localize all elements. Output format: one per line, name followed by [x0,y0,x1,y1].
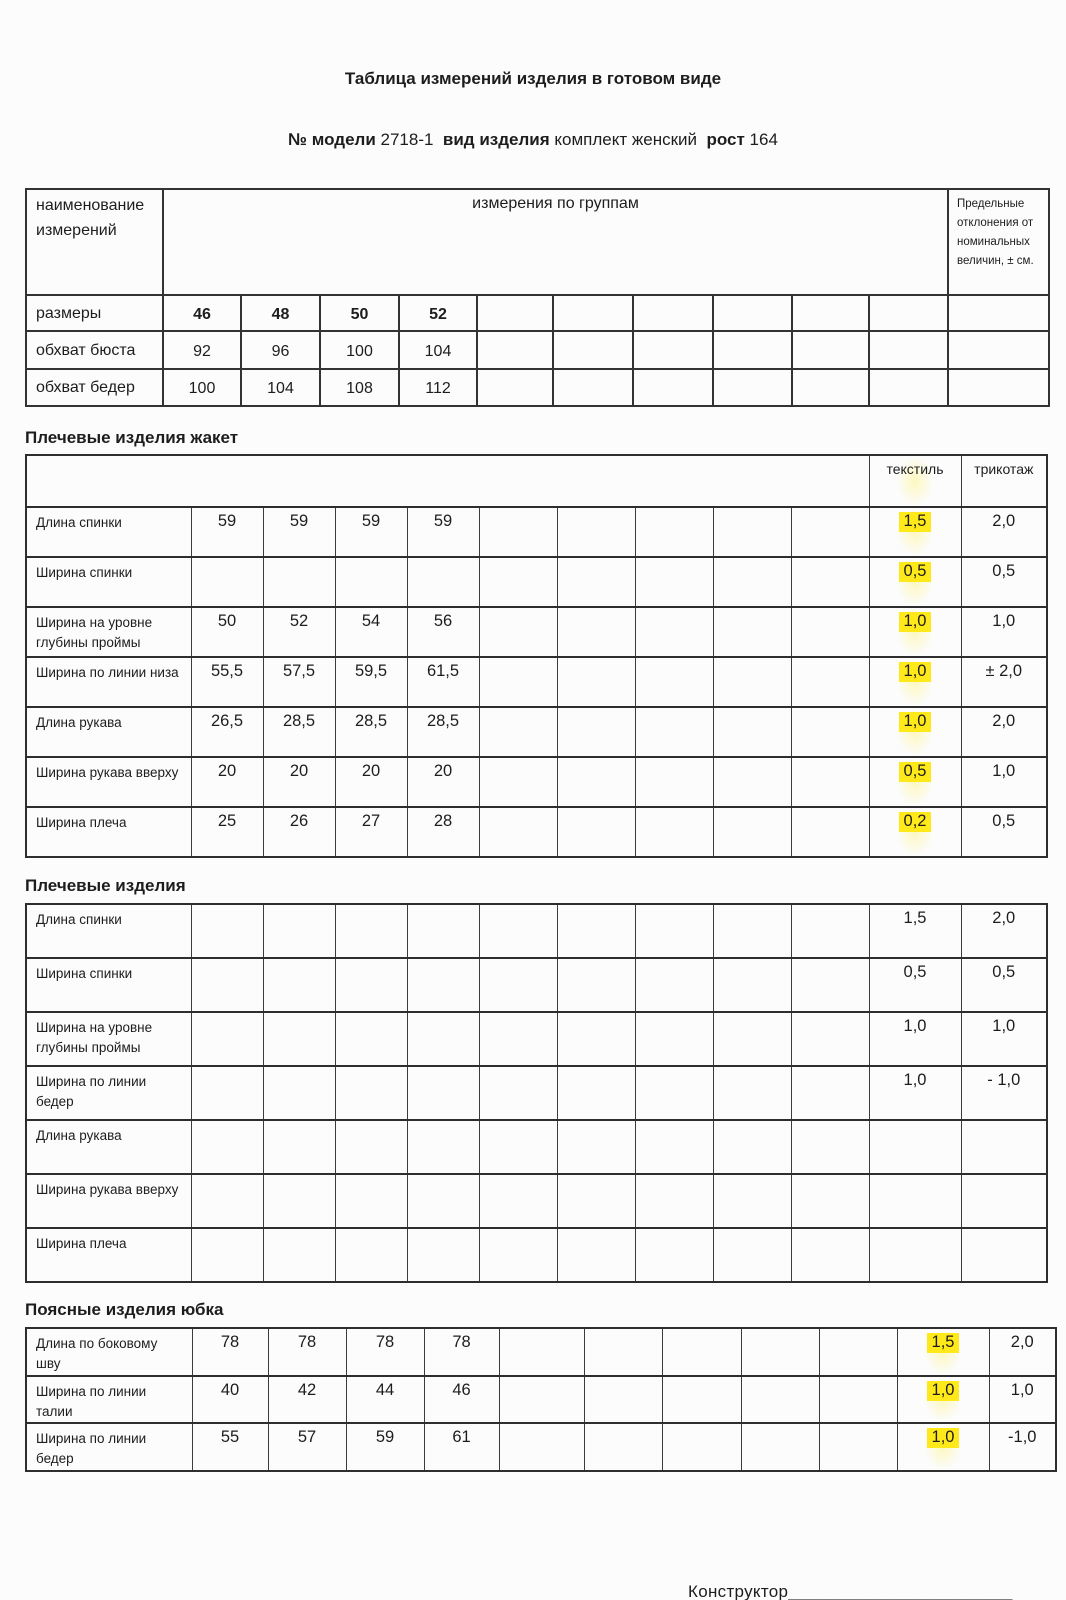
empty-cell [479,1228,557,1282]
empty-cell [948,331,1049,369]
table-row-sizes [26,295,1049,331]
empty-cell [713,607,791,657]
empty-cell [191,904,263,958]
model-line [0,130,1066,150]
measure-value: 55,5 [191,657,263,707]
empty-cell [335,1066,407,1120]
empty-cell [263,1228,335,1282]
measure-value: 59 [346,1423,424,1471]
empty-cell [557,607,635,657]
empty-cell [335,1174,407,1228]
empty-cell [791,657,869,707]
empty-cell [792,369,869,406]
measure-value: 61,5 [407,657,479,707]
empty-cell [191,1120,263,1174]
empty-cell [557,1120,635,1174]
empty-cell [263,557,335,607]
header-name-of-measurements: наименование измерений [26,189,163,295]
empty-cell [635,507,713,557]
size-value: 48 [241,295,320,331]
empty-cell [791,958,869,1012]
table-row [26,904,1047,958]
empty-cell [584,1328,662,1376]
empty-cell [635,958,713,1012]
empty-cell [263,904,335,958]
height-value: 164 [749,130,778,149]
table-row [26,507,1047,557]
measure-value: 28,5 [263,707,335,757]
size-value: 46 [163,295,241,331]
measure-value: 100 [320,331,399,369]
empty-cell [479,807,557,857]
measure-value: 40 [192,1376,268,1424]
empty-cell [961,1174,1047,1228]
row-label: размеры [26,295,163,331]
empty-cell [635,1066,713,1120]
knit-tolerance: 0,5 [961,807,1047,857]
empty-cell [635,707,713,757]
empty-cell [584,1423,662,1471]
height-label: рост [706,130,745,149]
empty-cell [335,557,407,607]
measure-value: 112 [399,369,477,406]
empty-cell [635,757,713,807]
empty-cell [633,295,713,331]
empty-cell [407,958,479,1012]
empty-cell [635,657,713,707]
empty-cell [479,607,557,657]
kind-value: комплект женский [554,130,698,149]
table-header-row [26,189,1049,295]
knit-tolerance: - 1,0 [961,1066,1047,1120]
knit-tolerance: 2,0 [961,507,1047,557]
empty-cell [713,507,791,557]
measure-value: 42 [268,1376,346,1424]
empty-cell [791,1066,869,1120]
table-row [26,1012,1047,1066]
table-row [26,958,1047,1012]
empty-cell [662,1423,741,1471]
empty-cell [819,1328,897,1376]
section-heading-shoulder: Плечевые изделия [25,876,186,895]
empty-cell [191,1066,263,1120]
table-row [26,757,1047,807]
measure-value: 92 [163,331,241,369]
textile-tolerance: 1,0 [897,1423,989,1471]
empty-cell [557,1066,635,1120]
empty-cell [479,904,557,958]
empty-cell [791,757,869,807]
empty-cell [869,331,948,369]
empty-cell [335,1228,407,1282]
empty-cell [633,331,713,369]
empty-cell [557,507,635,557]
row-label: Ширина спинки [26,557,191,607]
empty-cell [479,958,557,1012]
empty-cell [557,557,635,607]
measure-value: 59,5 [335,657,407,707]
textile-tolerance: 1,5 [869,904,961,958]
row-label: обхват бюста [26,331,163,369]
empty-cell [479,657,557,707]
empty-cell [869,369,948,406]
measure-value: 55 [192,1423,268,1471]
kind-label: вид изделия [442,130,550,149]
empty-cell [557,657,635,707]
empty-cell [263,1012,335,1066]
empty-cell [499,1423,584,1471]
measure-value: 28,5 [407,707,479,757]
empty-cell [407,557,479,607]
empty-cell [791,1012,869,1066]
empty-cell [741,1328,819,1376]
row-label: Ширина по линии бедер [26,1423,192,1471]
column-header-knit: трикотаж [961,455,1047,507]
measure-value: 61 [424,1423,499,1471]
designer-signature-line: Конструктор_______________________ [688,1581,1013,1600]
model-value: 2718-1 [380,130,434,149]
textile-tolerance: 1,5 [869,507,961,557]
empty-cell [335,1012,407,1066]
textile-tolerance: 0,2 [869,807,961,857]
empty-cell [479,757,557,807]
knit-tolerance: 2,0 [989,1328,1056,1376]
empty-cell [557,904,635,958]
knit-tolerance: 1,0 [961,607,1047,657]
empty-cell [713,331,792,369]
empty-cell [662,1328,741,1376]
measure-value: 27 [335,807,407,857]
measure-value: 59 [263,507,335,557]
measure-value: 104 [399,331,477,369]
empty-cell [948,369,1049,406]
empty-cell [479,507,557,557]
measure-value: 52 [263,607,335,657]
empty-cell [557,707,635,757]
table-header-row [26,455,1047,507]
empty-cell [263,1174,335,1228]
empty-cell [961,1228,1047,1282]
measure-value: 20 [335,757,407,807]
empty-cell [869,1120,961,1174]
measure-value: 78 [192,1328,268,1376]
empty-cell [479,1066,557,1120]
empty-cell [407,1012,479,1066]
empty-cell [479,1120,557,1174]
page-title: Таблица измерений изделия в готовом виде [344,69,722,88]
empty-cell [713,557,791,607]
empty-cell [792,295,869,331]
empty-cell [713,1066,791,1120]
table-row-bust [26,331,1049,369]
textile-tolerance: 0,5 [869,557,961,607]
table-row [26,1066,1047,1120]
empty-cell [479,1012,557,1066]
table-row [26,1328,1056,1376]
measure-value: 20 [407,757,479,807]
measure-value: 28 [407,807,479,857]
textile-tolerance: 1,0 [869,1066,961,1120]
empty-cell [407,1066,479,1120]
row-label: Ширина по линии бедер [26,1066,191,1120]
empty-cell [713,1120,791,1174]
textile-tolerance: 1,0 [869,657,961,707]
measure-value: 44 [346,1376,424,1424]
empty-cell [335,904,407,958]
jacket-table [25,454,1048,858]
empty-cell [553,369,633,406]
table-row-hips [26,369,1049,406]
empty-cell [791,904,869,958]
empty-cell [713,757,791,807]
empty-cell [263,958,335,1012]
row-label: Ширина спинки [26,958,191,1012]
row-label: Ширина рукава вверху [26,757,191,807]
measure-value: 100 [163,369,241,406]
measure-value: 78 [268,1328,346,1376]
empty-cell [557,757,635,807]
skirt-table [25,1327,1057,1472]
empty-cell [635,607,713,657]
measure-value: 59 [407,507,479,557]
empty-cell [713,1228,791,1282]
empty-cell [557,958,635,1012]
textile-tolerance: 1,0 [869,707,961,757]
empty-cell [713,958,791,1012]
header-measurements-by-groups: измерения по группам [163,189,948,295]
empty-cell [741,1376,819,1424]
empty-cell [819,1376,897,1424]
table-row [26,807,1047,857]
table-row [26,1120,1047,1174]
row-label: Ширина плеча [26,807,191,857]
shoulder-table [25,903,1048,1283]
empty-cell [407,904,479,958]
row-label: Длина рукава [26,707,191,757]
measure-value: 25 [191,807,263,857]
empty-cell [191,1228,263,1282]
empty-cell [557,1174,635,1228]
empty-cell [791,1120,869,1174]
column-header-textile: текстиль [869,455,961,507]
empty-cell [791,507,869,557]
measure-value: 57 [268,1423,346,1471]
sizes-table [25,188,1050,407]
measure-value: 57,5 [263,657,335,707]
measure-value: 20 [263,757,335,807]
textile-tolerance: 1,0 [897,1376,989,1424]
empty-cell [869,295,948,331]
measure-value: 26,5 [191,707,263,757]
empty-cell [819,1423,897,1471]
empty-cell [792,331,869,369]
empty-cell [26,455,869,507]
header-tolerance: Предельные отклонения от номинальных величин, ± см. [948,189,1049,295]
knit-tolerance: -1,0 [989,1423,1056,1471]
empty-cell [869,1174,961,1228]
empty-cell [791,807,869,857]
measure-value: 46 [424,1376,499,1424]
row-label: Ширина на уровне глубины проймы [26,607,191,657]
empty-cell [407,1228,479,1282]
empty-cell [407,1174,479,1228]
row-label: Ширина по линии низа [26,657,191,707]
empty-cell [191,958,263,1012]
empty-cell [713,904,791,958]
empty-cell [948,295,1049,331]
knit-tolerance: 0,5 [961,557,1047,607]
row-label: Ширина рукава вверху [26,1174,191,1228]
section-heading-jacket: Плечевые изделия жакет [25,428,239,447]
empty-cell [557,1012,635,1066]
textile-tolerance: 0,5 [869,757,961,807]
measure-value: 59 [335,507,407,557]
empty-cell [713,369,792,406]
empty-cell [479,557,557,607]
empty-cell [635,1120,713,1174]
measure-value: 104 [241,369,320,406]
empty-cell [479,1174,557,1228]
empty-cell [584,1376,662,1424]
empty-cell [791,707,869,757]
row-label: Длина рукава [26,1120,191,1174]
row-label: Ширина по линии талии [26,1376,192,1424]
measure-value: 54 [335,607,407,657]
textile-tolerance: 1,0 [869,1012,961,1066]
empty-cell [407,1120,479,1174]
empty-cell [635,1012,713,1066]
knit-tolerance: 0,5 [961,958,1047,1012]
empty-cell [635,1174,713,1228]
row-label: Ширина плеча [26,1228,191,1282]
empty-cell [477,331,553,369]
textile-tolerance: 0,5 [869,958,961,1012]
section-heading-skirt: Поясные изделия юбка [25,1300,224,1319]
textile-tolerance: 1,0 [869,607,961,657]
knit-tolerance: 2,0 [961,707,1047,757]
empty-cell [869,1228,961,1282]
empty-cell [635,807,713,857]
empty-cell [553,331,633,369]
table-row [26,1228,1047,1282]
empty-cell [477,295,553,331]
empty-cell [662,1376,741,1424]
empty-cell [557,1228,635,1282]
empty-cell [191,1174,263,1228]
table-row [26,657,1047,707]
empty-cell [477,369,553,406]
measure-value: 56 [407,607,479,657]
empty-cell [557,807,635,857]
knit-tolerance: ± 2,0 [961,657,1047,707]
empty-cell [263,1120,335,1174]
empty-cell [791,1228,869,1282]
empty-cell [791,1174,869,1228]
row-label: Длина спинки [26,904,191,958]
empty-cell [713,807,791,857]
knit-tolerance: 2,0 [961,904,1047,958]
row-label: Ширина на уровне глубины проймы [26,1012,191,1066]
empty-cell [713,707,791,757]
empty-cell [499,1328,584,1376]
empty-cell [635,557,713,607]
empty-cell [633,369,713,406]
measure-value: 108 [320,369,399,406]
measure-value: 78 [346,1328,424,1376]
empty-cell [553,295,633,331]
empty-cell [961,1120,1047,1174]
empty-cell [263,1066,335,1120]
empty-cell [791,607,869,657]
empty-cell [635,904,713,958]
empty-cell [479,707,557,757]
empty-cell [713,1174,791,1228]
empty-cell [335,1120,407,1174]
textile-tolerance: 1,5 [897,1328,989,1376]
knit-tolerance: 1,0 [961,1012,1047,1066]
table-row [26,707,1047,757]
measure-value: 28,5 [335,707,407,757]
empty-cell [191,557,263,607]
measure-value: 59 [191,507,263,557]
empty-cell [713,1012,791,1066]
table-row [26,1174,1047,1228]
knit-tolerance: 1,0 [989,1376,1056,1424]
empty-cell [791,557,869,607]
empty-cell [713,295,792,331]
table-row [26,1423,1056,1471]
empty-cell [191,1012,263,1066]
empty-cell [713,657,791,707]
measure-value: 50 [191,607,263,657]
empty-cell [635,1228,713,1282]
empty-cell [499,1376,584,1424]
size-value: 50 [320,295,399,331]
row-label: Длина по боковому шву [26,1328,192,1376]
measure-value: 26 [263,807,335,857]
table-row [26,607,1047,657]
knit-tolerance: 1,0 [961,757,1047,807]
row-label: обхват бедер [26,369,163,406]
row-label: Длина спинки [26,507,191,557]
empty-cell [335,958,407,1012]
size-value: 52 [399,295,477,331]
model-label: № модели [288,130,376,149]
table-row [26,1376,1056,1424]
empty-cell [741,1423,819,1471]
table-row [26,557,1047,607]
measure-value: 96 [241,331,320,369]
measure-value: 20 [191,757,263,807]
measure-value: 78 [424,1328,499,1376]
